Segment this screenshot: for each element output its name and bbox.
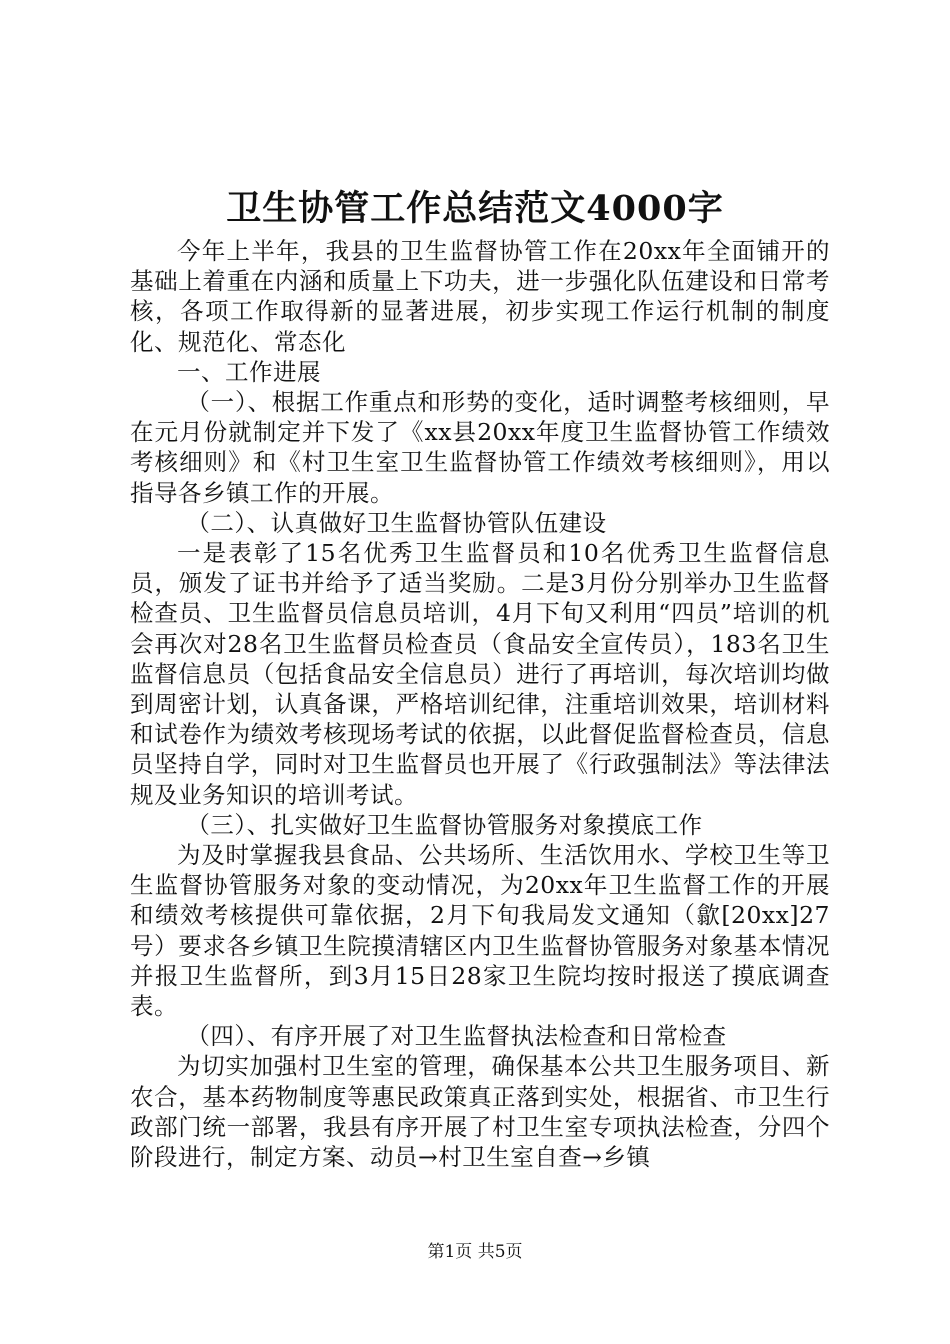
subsection-4-paragraph: 为切实加强村卫生室的管理，确保基本公共卫生服务项目、新农合，基本药物制度等惠民政策真正落到实处，根据省、市卫生行政部门统一部署，我县有序开展了村卫生室专项执法检查，分四个阶段进行，制定方案、动员→村卫生室自查→乡镇 (130, 1052, 830, 1172)
intro-paragraph: 今年上半年，我县的卫生监督协管工作在20xx年全面铺开的基础上着重在内涵和质量上下功夫，进一步强化队伍建设和日常考核，各项工作取得新的显著进展，初步实现工作运行机制的制度化、规范化、常态化 (130, 237, 830, 356)
subsection-4-heading: （四）、有序开展了对卫生监督执法检查和日常检查 (186, 1022, 727, 1051)
page-number-footer: 第1页 共5页 (427, 1242, 523, 1262)
subsection-1-paragraph: （一）、根据工作重点和形势的变化，适时调整考核细则，早在元月份就制定并下发了《xx县20xx年度卫生监督协管工作绩效考核细则》和《村卫生室卫生监督协管工作绩效考核细则》，用以指导各乡镇工作的开展。 (130, 388, 830, 507)
document-body (130, 236, 830, 1172)
subsection-2-paragraph: 一是表彰了15名优秀卫生监督员和10名优秀卫生监督信息员，颁发了证书并给予了适当奖励。二是3月份分别举办卫生监督检查员、卫生监督员信息员培训，4月下旬又利用“四员”培训的机会再次对28名卫生监督员检查员（食品安全宣传员），183名卫生监督信息员（包括食品安全信息员）进行了再培训，每次培训均做到周密计划，认真备课，严格培训纪律，注重培训效果，培训材料和试卷作为绩效考核现场考试的依据，以此督促监督检查员，信息员坚持自学，同时对卫生监督员也开展了《行政强制法》等法律法规及业务知识的培训考试。 (130, 539, 830, 809)
subsection-3-heading: （三）、扎实做好卫生监督协管服务对象摸底工作 (186, 810, 703, 839)
subsection-2-heading: （二）、认真做好卫生监督协管队伍建设 (186, 508, 607, 537)
document-title: 卫生协管工作总结范文4000字 (226, 188, 724, 229)
subsection-3-paragraph: 为及时掌握我县食品、公共场所、生活饮用水、学校卫生等卫生监督协管服务对象的变动情况，为20xx年卫生监督工作的开展和绩效考核提供可靠依据，2月下旬我局发文通知（歙[20xx]27号）要求各乡镇卫生院摸清辖区内卫生监督协管服务对象基本情况并报卫生监督所，到3月15日28家卫生院均按时报送了摸底调查表。 (130, 841, 830, 1021)
section-heading-work-progress: 一、工作进展 (177, 357, 321, 386)
